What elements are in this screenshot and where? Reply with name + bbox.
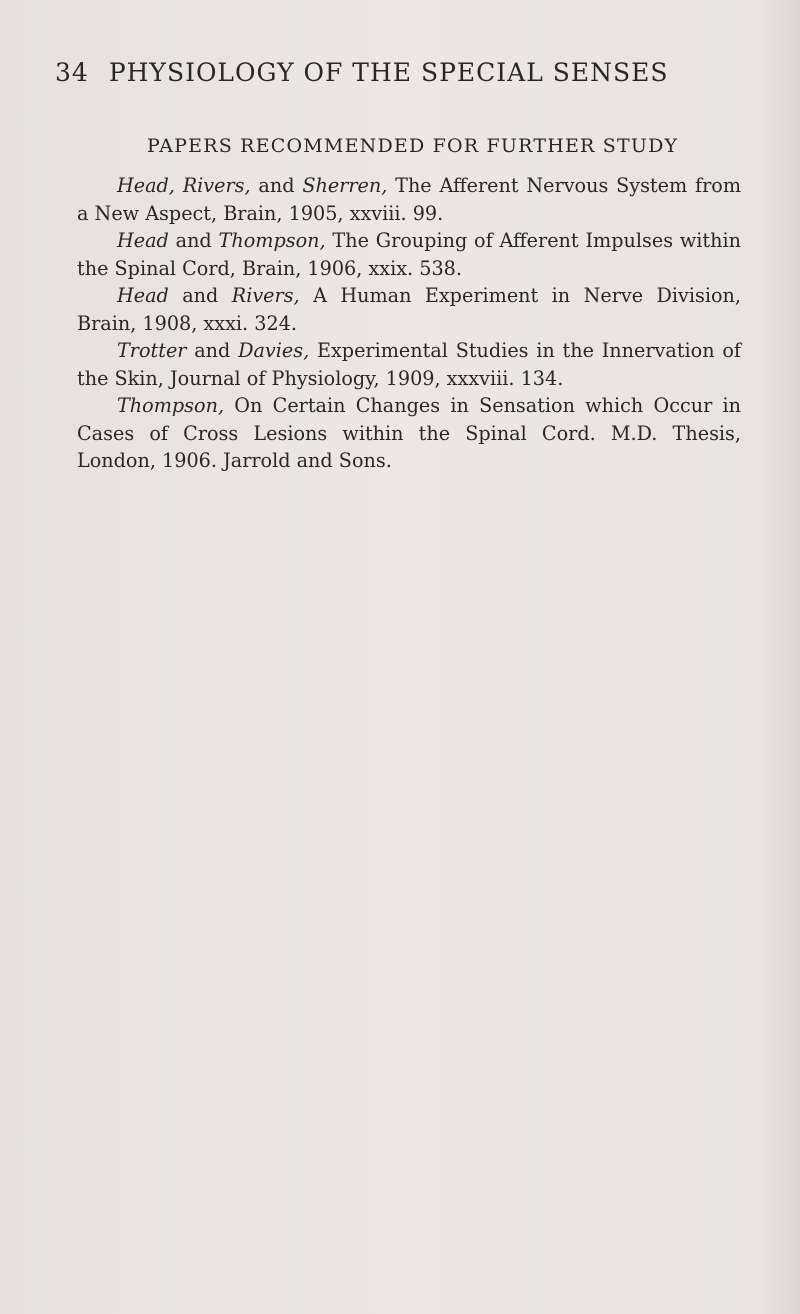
reference-last-author: Thompson, [218, 229, 326, 252]
reference-text: Experimental Studies in the Innervation of the Skin, Journal of Physiology, 1909, xxxviii. 134. [77, 339, 742, 390]
reference-item [77, 392, 741, 475]
running-title: PHYSIOLOGY OF THE SPECIAL SENSES [108, 58, 669, 87]
running-head [55, 58, 669, 87]
reference-conjunction: and [186, 339, 239, 362]
reference-text: The Grouping of Afferent Impulses within the Spinal Cord, Brain, 1906, xxix. 538. [77, 229, 741, 280]
reference-conjunction: and [250, 174, 303, 197]
reference-conjunction: and [168, 229, 219, 252]
reference-authors: Head [117, 284, 169, 307]
reference-item [77, 172, 741, 227]
reference-list [77, 172, 741, 475]
reference-text: The Afferent Nervous System from a New Aspect, Brain, 1905, xxviii. 99. [77, 174, 742, 225]
reference-last-author: Rivers, [231, 284, 300, 307]
reference-item [77, 227, 741, 282]
reference-authors: Head, Rivers, [117, 174, 251, 197]
reference-item [77, 282, 741, 337]
reference-authors: Trotter [117, 339, 187, 362]
page-number: 34 [55, 58, 89, 87]
reference-authors: Thompson, [117, 394, 225, 417]
reference-authors: Head [117, 229, 169, 252]
reference-text: A Human Experiment in Nerve Division, Brain, 1908, xxxi. 324. [77, 284, 742, 335]
reference-last-author: Sherren, [302, 174, 388, 197]
reference-last-author: Davies, [238, 339, 310, 362]
reference-conjunction: and [168, 284, 232, 307]
section-title: PAPERS RECOMMENDED FOR FURTHER STUDY [147, 135, 679, 157]
reference-item [77, 337, 741, 392]
reference-text: On Certain Changes in Sensation which Occur in Cases of Cross Lesions within the Spinal Cord. M.D. Thesis, London, 1906. Jarrold and Sons. [77, 394, 741, 472]
